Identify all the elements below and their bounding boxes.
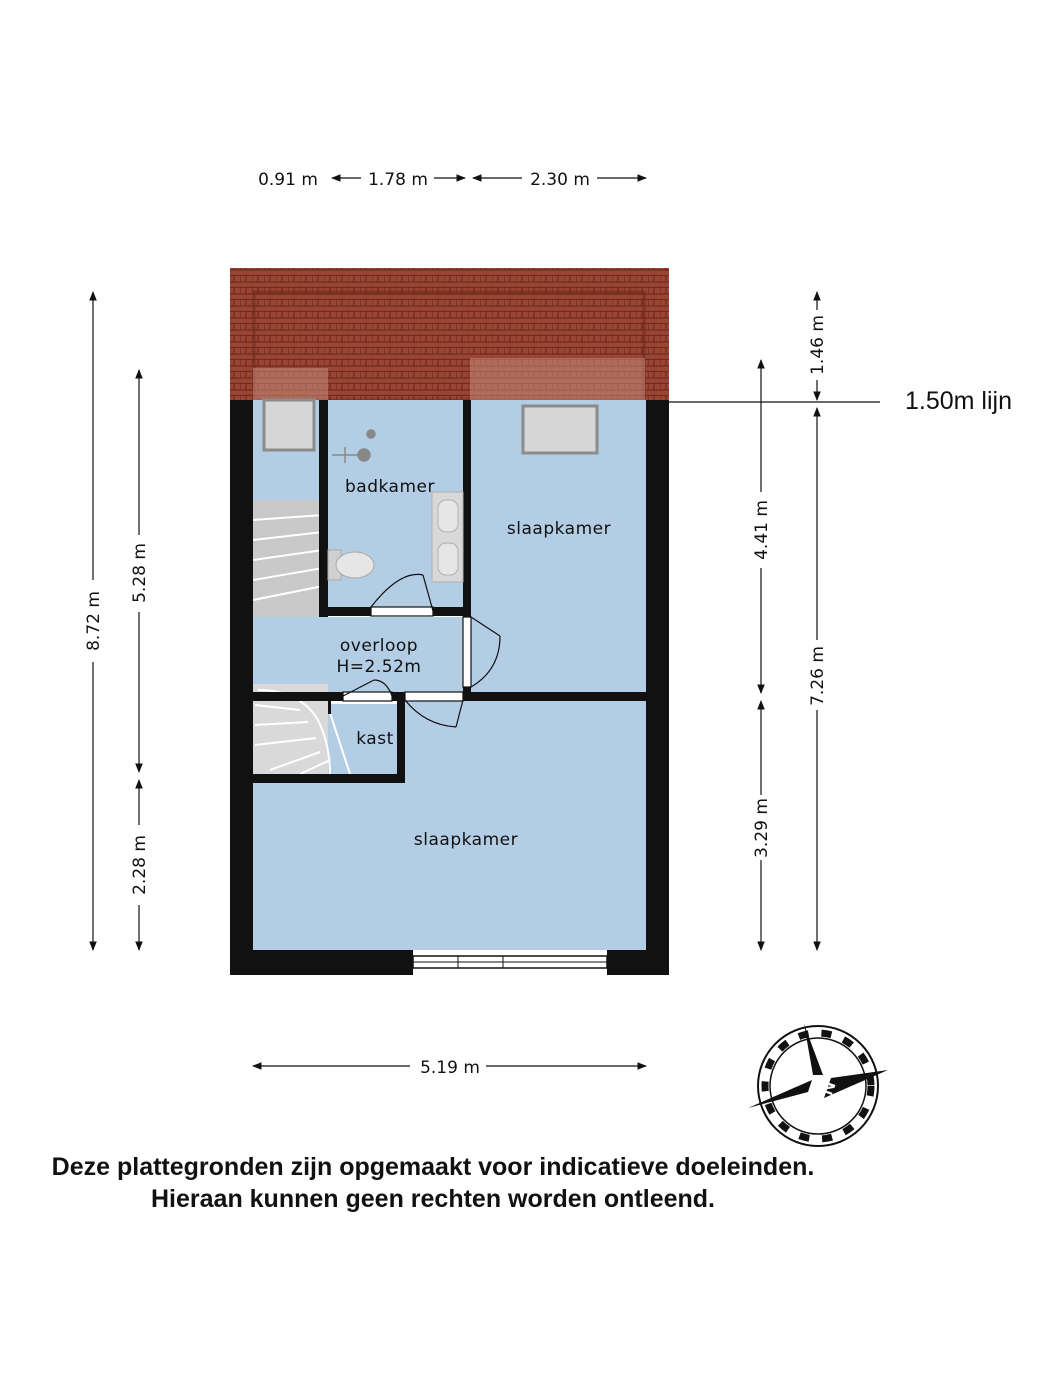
dimensions-top xyxy=(258,170,646,190)
label-height: H=2.52m xyxy=(336,657,422,677)
dim-left-inner-top: 5.28 m xyxy=(130,543,150,603)
label-overloop: overloop xyxy=(339,636,419,656)
dim-right-inner-bottom: 3.29 m xyxy=(752,798,772,858)
skylight-right xyxy=(523,406,597,453)
dim-top-3: 2.30 m xyxy=(530,170,590,190)
dim-right-outer-bottom: 7.26 m xyxy=(808,646,828,706)
dim-left-outer: 8.72 m xyxy=(84,591,104,651)
roof xyxy=(230,268,669,400)
window xyxy=(413,956,607,968)
skylight-left xyxy=(264,400,314,450)
dim-right-outer-top: 1.46 m xyxy=(808,315,828,375)
disclaimer-line-2: Hieraan kunnen geen rechten worden ontleend. xyxy=(151,1185,715,1213)
compass-north-letter: N xyxy=(816,1078,840,1098)
room-fills xyxy=(253,400,646,950)
label-badkamer: badkamer xyxy=(345,477,435,497)
disclaimer-line-1: Deze plattegronden zijn opgemaakt voor indicatieve doeleinden. xyxy=(51,1153,815,1181)
dimensions-right xyxy=(669,292,880,950)
dim-right-inner-top: 4.41 m xyxy=(752,500,772,560)
dim-top-2: 1.78 m xyxy=(368,170,428,190)
label-slaapkamer-top: slaapkamer xyxy=(506,519,612,539)
label-slaapkamer-bottom: slaapkamer xyxy=(413,830,519,850)
toilet xyxy=(328,550,374,580)
dim-top-1: 0.91 m xyxy=(258,170,318,190)
dimension-bottom xyxy=(253,1058,646,1078)
compass-icon xyxy=(748,1024,888,1146)
label-kast: kast xyxy=(356,729,394,749)
line-label-150: 1.50m lijn xyxy=(905,387,1012,415)
dim-bottom: 5.19 m xyxy=(420,1058,480,1078)
dim-left-inner-bottom: 2.28 m xyxy=(130,835,150,895)
